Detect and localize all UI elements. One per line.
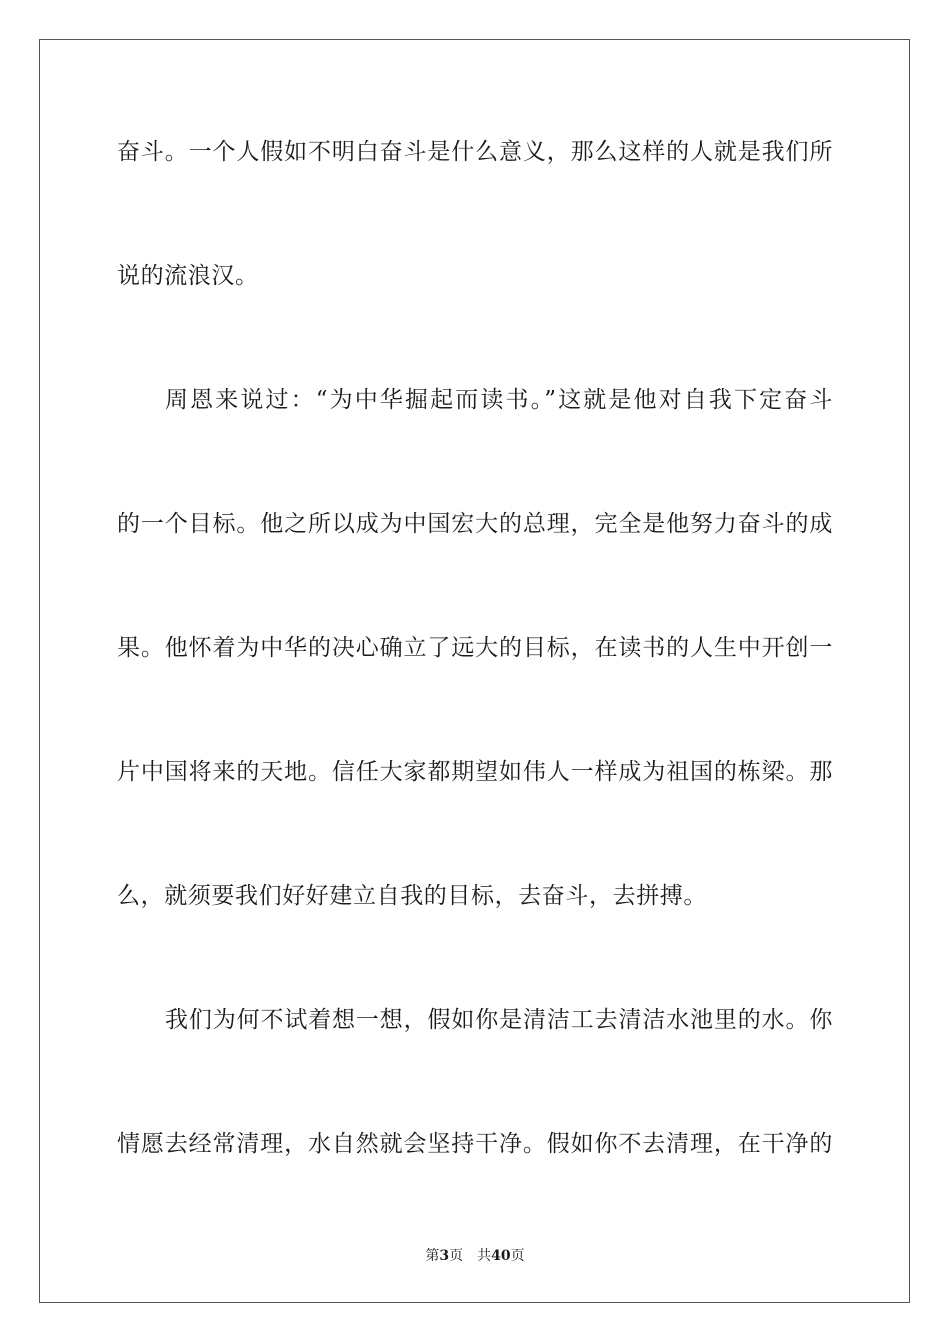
text-line: 说的流浪汉。	[117, 263, 259, 289]
text-line: 我们为何不试着想一想，假如你是清洁工去清洁水池里的水。你	[165, 1007, 833, 1033]
footer-total-prefix: 共	[477, 1248, 492, 1264]
footer-page-suffix: 页	[449, 1248, 464, 1264]
current-page-number: 3	[439, 1248, 450, 1264]
text-line: 周恩来说过：“为中华掘起而读书。”这就是他对自我下定奋斗	[165, 387, 833, 413]
page-footer	[0, 1246, 950, 1266]
text-line: 奋斗。一个人假如不明白奋斗是什么意义，那么这样的人就是我们所	[117, 139, 833, 165]
footer-total-suffix: 页	[510, 1248, 525, 1264]
text-line: 情愿去经常清理，水自然就会坚持干净。假如你不去清理，在干净的	[117, 1131, 833, 1157]
text-line: 果。他怀着为中华的决心确立了远大的目标，在读书的人生中开创一	[117, 635, 833, 661]
text-line: 么，就须要我们好好建立自我的目标，去奋斗，去拼搏。	[117, 883, 707, 909]
text-line: 片中国将来的天地。信任大家都期望如伟人一样成为祖国的栋梁。那	[117, 759, 833, 785]
page-border	[39, 39, 910, 1303]
footer-prefix: 第	[425, 1248, 440, 1264]
text-line: 的一个目标。他之所以成为中国宏大的总理，完全是他努力奋斗的成	[117, 511, 833, 537]
total-page-count: 40	[491, 1248, 511, 1264]
